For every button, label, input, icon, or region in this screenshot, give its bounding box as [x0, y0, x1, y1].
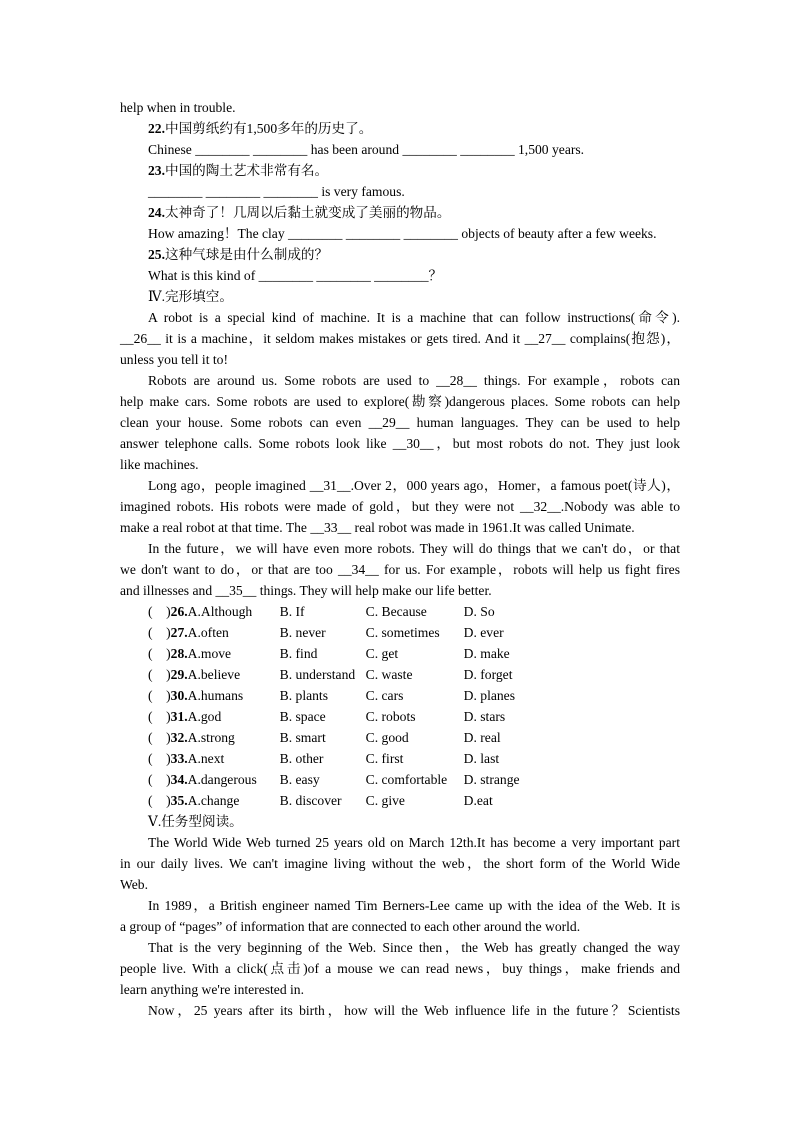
question-number: 24.	[148, 205, 165, 220]
reading-p3-l1: That is the very beginning of the Web. Since then，the Web has greatly changed the way	[148, 940, 680, 955]
question-22	[120, 118, 680, 139]
reading-p1-l3: Web.	[120, 877, 148, 892]
answer-bracket[interactable]: ( )	[148, 730, 171, 745]
option-number: 26.	[170, 604, 188, 619]
option-b: B. plants	[279, 688, 328, 703]
reading-p2-l2: a group of “pages” of information that are connected to each other around the world.	[120, 919, 581, 934]
answer-bracket[interactable]: ( )	[148, 625, 171, 640]
cloze-p1-l3: unless you tell it to!	[120, 352, 228, 367]
option-a: A.believe	[187, 667, 241, 682]
option-a: A.often	[187, 625, 229, 640]
cloze-p2-l1: Robots are around us. Some robots are used to __28__ things. For example，robots can	[148, 373, 680, 388]
option-number: 30.	[170, 688, 188, 703]
option-row	[120, 769, 680, 790]
option-a: A.dangerous	[187, 772, 257, 787]
answer-bracket[interactable]: ( )	[148, 793, 171, 808]
text-line: help when in trouble.	[120, 100, 236, 115]
reading-p3-l2: people live. With a click(点击)of a mouse we can read news，buy things，make friends and	[120, 961, 680, 976]
cloze-p2-l5: like machines.	[120, 457, 199, 472]
question-text: 中国剪纸约有1,500多年的历史了。	[165, 121, 373, 136]
reading-p1-l1: The World Wide Web turned 25 years old on March 12th.It has become a very important part	[148, 835, 680, 850]
answer-line-24: How amazing！The clay ________ ________ ________ objects of beauty after a few weeks.	[148, 226, 657, 241]
reading-p4-l1: Now，25 years after its birth，how will the Web influence life in the future？Scientists	[148, 1003, 680, 1018]
option-number: 33.	[170, 751, 188, 766]
option-d: D. ever	[463, 625, 504, 640]
option-a: A.strong	[187, 730, 235, 745]
question-24	[120, 202, 680, 223]
cloze-p4-l2: we don't want to do，or that are too __34__ for us. For example，robots will help us fight fires	[120, 562, 680, 577]
option-number: 31.	[170, 709, 188, 724]
option-b: B. If	[279, 604, 305, 619]
answer-bracket[interactable]: ( )	[148, 751, 171, 766]
option-c: C. Because	[365, 604, 427, 619]
option-row	[120, 601, 680, 622]
cloze-p4-l3: and illnesses and __35__ things. They will help make our life better.	[120, 583, 492, 598]
cloze-p2-l4: answer telephone calls. Some robots look like __30__，but most robots do not. They just look	[120, 436, 680, 451]
cloze-p1-l2: __26__ it is a machine，it seldom makes mistakes or gets tired. And it __27__ complains(抱怨)，	[120, 331, 680, 346]
option-b: B. find	[279, 646, 318, 661]
option-row	[120, 748, 680, 769]
option-b: B. smart	[279, 730, 326, 745]
option-c: C. good	[365, 730, 409, 745]
option-number: 29.	[170, 667, 188, 682]
option-c: C. get	[365, 646, 399, 661]
option-b: B. easy	[279, 772, 320, 787]
question-text: 这种气球是由什么制成的？	[165, 247, 329, 262]
cloze-p4-l1: In the future，we will have even more robots. They will do things that we can't do，or that	[148, 541, 680, 556]
option-a: A.Although	[187, 604, 253, 619]
option-number: 27.	[170, 625, 188, 640]
option-c: C. robots	[365, 709, 416, 724]
option-b: B. understand	[279, 667, 356, 682]
cloze-p2-l3: clean your house. Some robots can even __29__ human languages. They can be used to help	[120, 415, 680, 430]
answer-line-23: ________ ________ ________ is very famous.	[148, 184, 405, 199]
option-d: D. forget	[463, 667, 513, 682]
reading-p2-l1: In 1989，a British engineer named Tim Berners-Lee came up with the idea of the Web. It is	[148, 898, 680, 913]
answer-line-22: Chinese ________ ________ has been around ________ ________ 1,500 years.	[148, 142, 585, 157]
option-c: C. sometimes	[365, 625, 440, 640]
option-a: A.next	[187, 751, 225, 766]
option-b: B. discover	[279, 793, 342, 808]
option-a: A.change	[187, 793, 240, 808]
option-d: D. strange	[463, 772, 520, 787]
option-row	[120, 727, 680, 748]
cloze-p3-l3: make a real robot at that time. The __33__ real robot was made in 1961.It was called Unimate.	[120, 520, 635, 535]
answer-line-25: What is this kind of ________ ________ ________？	[148, 268, 443, 283]
cloze-p3-l1: Long ago，people imagined __31__.Over 2，000 years ago，Homer，a famous poet(诗人)，	[148, 478, 680, 493]
option-a: A.god	[187, 709, 222, 724]
option-b: B. other	[279, 751, 324, 766]
option-c: C. cars	[365, 688, 404, 703]
section-5-title: Ⅴ.任务型阅读。	[148, 814, 243, 829]
option-d: D. planes	[463, 688, 515, 703]
question-text: 太神奇了！几周以后黏土就变成了美丽的物品。	[165, 205, 451, 220]
option-d: D. real	[463, 730, 501, 745]
question-23	[120, 160, 680, 181]
answer-bracket[interactable]: ( )	[148, 709, 171, 724]
document-page	[120, 97, 680, 1021]
question-number: 22.	[148, 121, 165, 136]
option-row	[120, 643, 680, 664]
option-number: 34.	[170, 772, 188, 787]
reading-p1-l2: in our daily lives. We can't imagine living without the web，the short form of the World Wide	[120, 856, 680, 871]
options-list	[120, 601, 680, 811]
question-25	[120, 244, 680, 265]
option-b: B. never	[279, 625, 326, 640]
section-4-title: Ⅳ.完形填空。	[148, 289, 233, 304]
answer-bracket[interactable]: ( )	[148, 604, 171, 619]
option-d: D. last	[463, 751, 500, 766]
option-d: D. make	[463, 646, 510, 661]
question-text: 中国的陶土艺术非常有名。	[165, 163, 329, 178]
option-row	[120, 685, 680, 706]
question-number: 23.	[148, 163, 165, 178]
option-d: D. stars	[463, 709, 506, 724]
answer-bracket[interactable]: ( )	[148, 646, 171, 661]
option-d: D.eat	[463, 793, 493, 808]
option-a: A.move	[187, 646, 232, 661]
option-number: 28.	[170, 646, 188, 661]
option-row	[120, 622, 680, 643]
option-c: C. first	[365, 751, 404, 766]
option-b: B. space	[279, 709, 326, 724]
answer-bracket[interactable]: ( )	[148, 772, 171, 787]
option-row	[120, 790, 680, 811]
option-c: C. give	[365, 793, 405, 808]
option-a: A.humans	[187, 688, 244, 703]
option-row	[120, 664, 680, 685]
answer-bracket[interactable]: ( )	[148, 688, 171, 703]
option-row	[120, 706, 680, 727]
option-number: 32.	[170, 730, 188, 745]
cloze-p3-l2: imagined robots. His robots were made of gold，but they were not __32__.Nobody was able to	[120, 499, 680, 514]
option-c: C. waste	[365, 667, 413, 682]
option-c: C. comfortable	[365, 772, 448, 787]
question-number: 25.	[148, 247, 165, 262]
cloze-p1-l1: A robot is a special kind of machine. It is a machine that can follow instructions(命令).	[148, 310, 680, 325]
option-number: 35.	[170, 793, 188, 808]
answer-bracket[interactable]: ( )	[148, 667, 171, 682]
reading-p3-l3: learn anything we're interested in.	[120, 982, 305, 997]
option-d: D. So	[463, 604, 495, 619]
cloze-p2-l2: help make cars. Some robots are used to explore(勘察)dangerous places. Some robots can help	[120, 394, 680, 409]
